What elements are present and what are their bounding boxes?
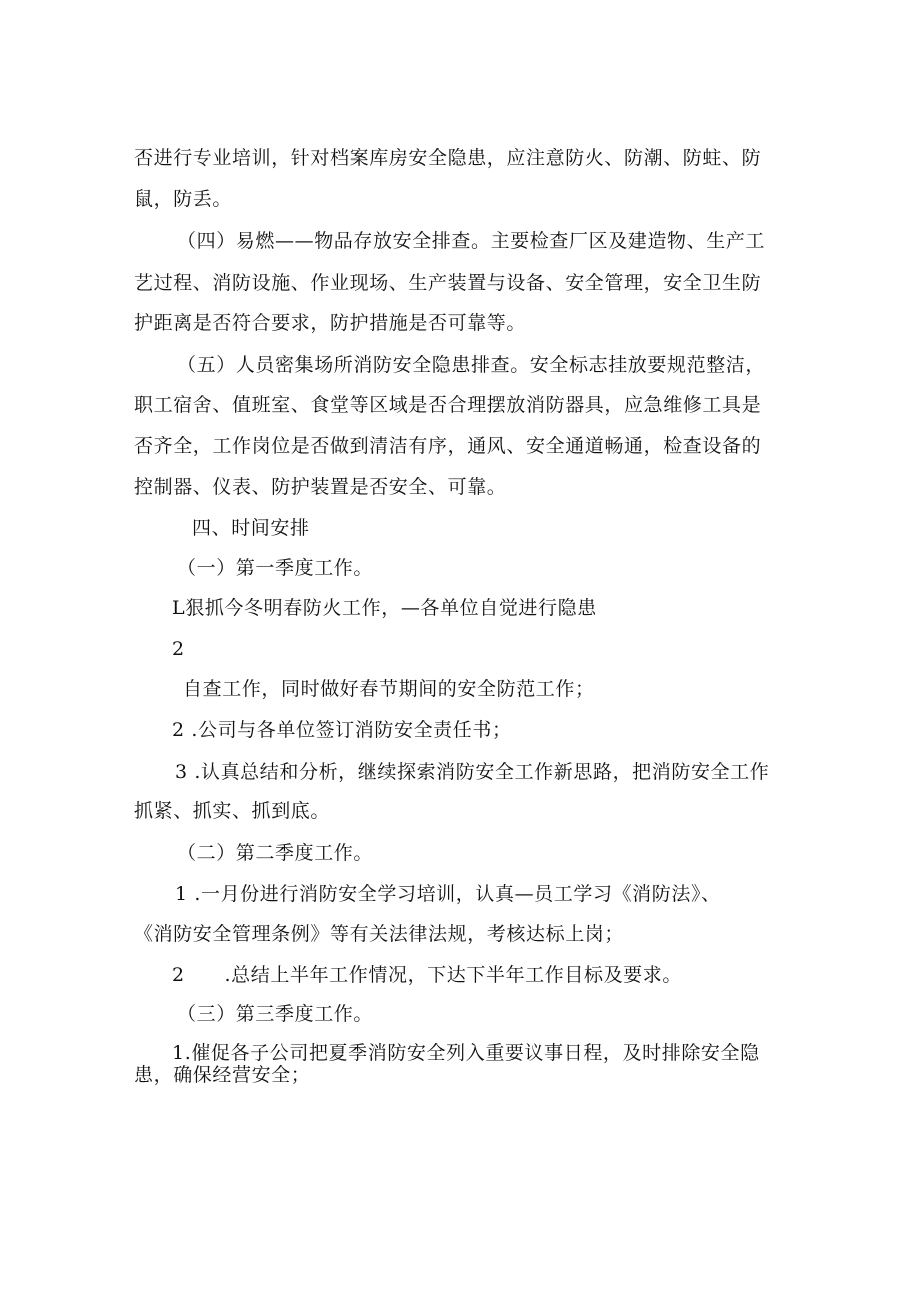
text-line: 2 .总结上半年工作情况，下达下半年工作目标及要求。 [172, 964, 682, 986]
section-heading: 四、时间安排 [192, 517, 310, 539]
text-line: 护距离是否符合要求，防护措施是否可靠等。 [134, 312, 527, 334]
text-line: 职工宿舍、值班室、食堂等区域是否合理摆放消防器具，应急维修工具是 [134, 394, 762, 416]
text-line: 控制器、仪表、防护装置是否安全、可靠。 [134, 476, 507, 498]
subsection-heading: （一）第一季度工作。 [177, 557, 374, 579]
subsection-heading: （三）第三季度工作。 [177, 1003, 374, 1025]
text-line: （四）易燃——物品存放安全排查。主要检查厂区及建造物、生产工 [177, 230, 766, 252]
text-line: 否进行专业培训，针对档案库房安全隐患，应注意防火、防潮、防蛀、防 [134, 147, 762, 169]
text-line: 1.催促各子公司把夏季消防安全列入重要议事日程，及时排除安全隐 [172, 1042, 760, 1064]
text-line: 2 .公司与各单位签订消防安全责任书； [172, 719, 512, 741]
text-line: 患，确保经营安全； [134, 1064, 311, 1086]
text-line: 自查工作，同时做好春节期间的安全防范工作； [183, 678, 595, 700]
text-line: 鼠，防丢。 [134, 188, 233, 210]
text-line: （五）人员密集场所消防安全隐患排查。安全标志挂放要规范整洁， [177, 354, 766, 376]
text-line: L狠抓今冬明春防火工作，—各单位自觉进行隐患 [172, 597, 597, 619]
text-line: 3 .认真总结和分析，继续探索消防安全工作新思路，把消防安全工作 [175, 761, 770, 783]
subsection-heading: （二）第二季度工作。 [177, 842, 374, 864]
text-line: 1 .一月份进行消防安全学习培训，认真—员工学习《消防法》、 [175, 883, 721, 905]
text-line: 《消防安全管理条例》等有关法律法规，考核达标上岗； [134, 923, 625, 945]
text-line: 艺过程、消防设施、作业现场、生产装置与设备、安全管理，安全卫生防 [134, 272, 762, 294]
text-line: 抓紧、抓实、抓到底。 [134, 800, 331, 822]
text-line: 否齐全，工作岗位是否做到清洁有序，通风、安全通道畅通，检查设备的 [134, 435, 762, 457]
text-line: 2 [172, 638, 185, 660]
